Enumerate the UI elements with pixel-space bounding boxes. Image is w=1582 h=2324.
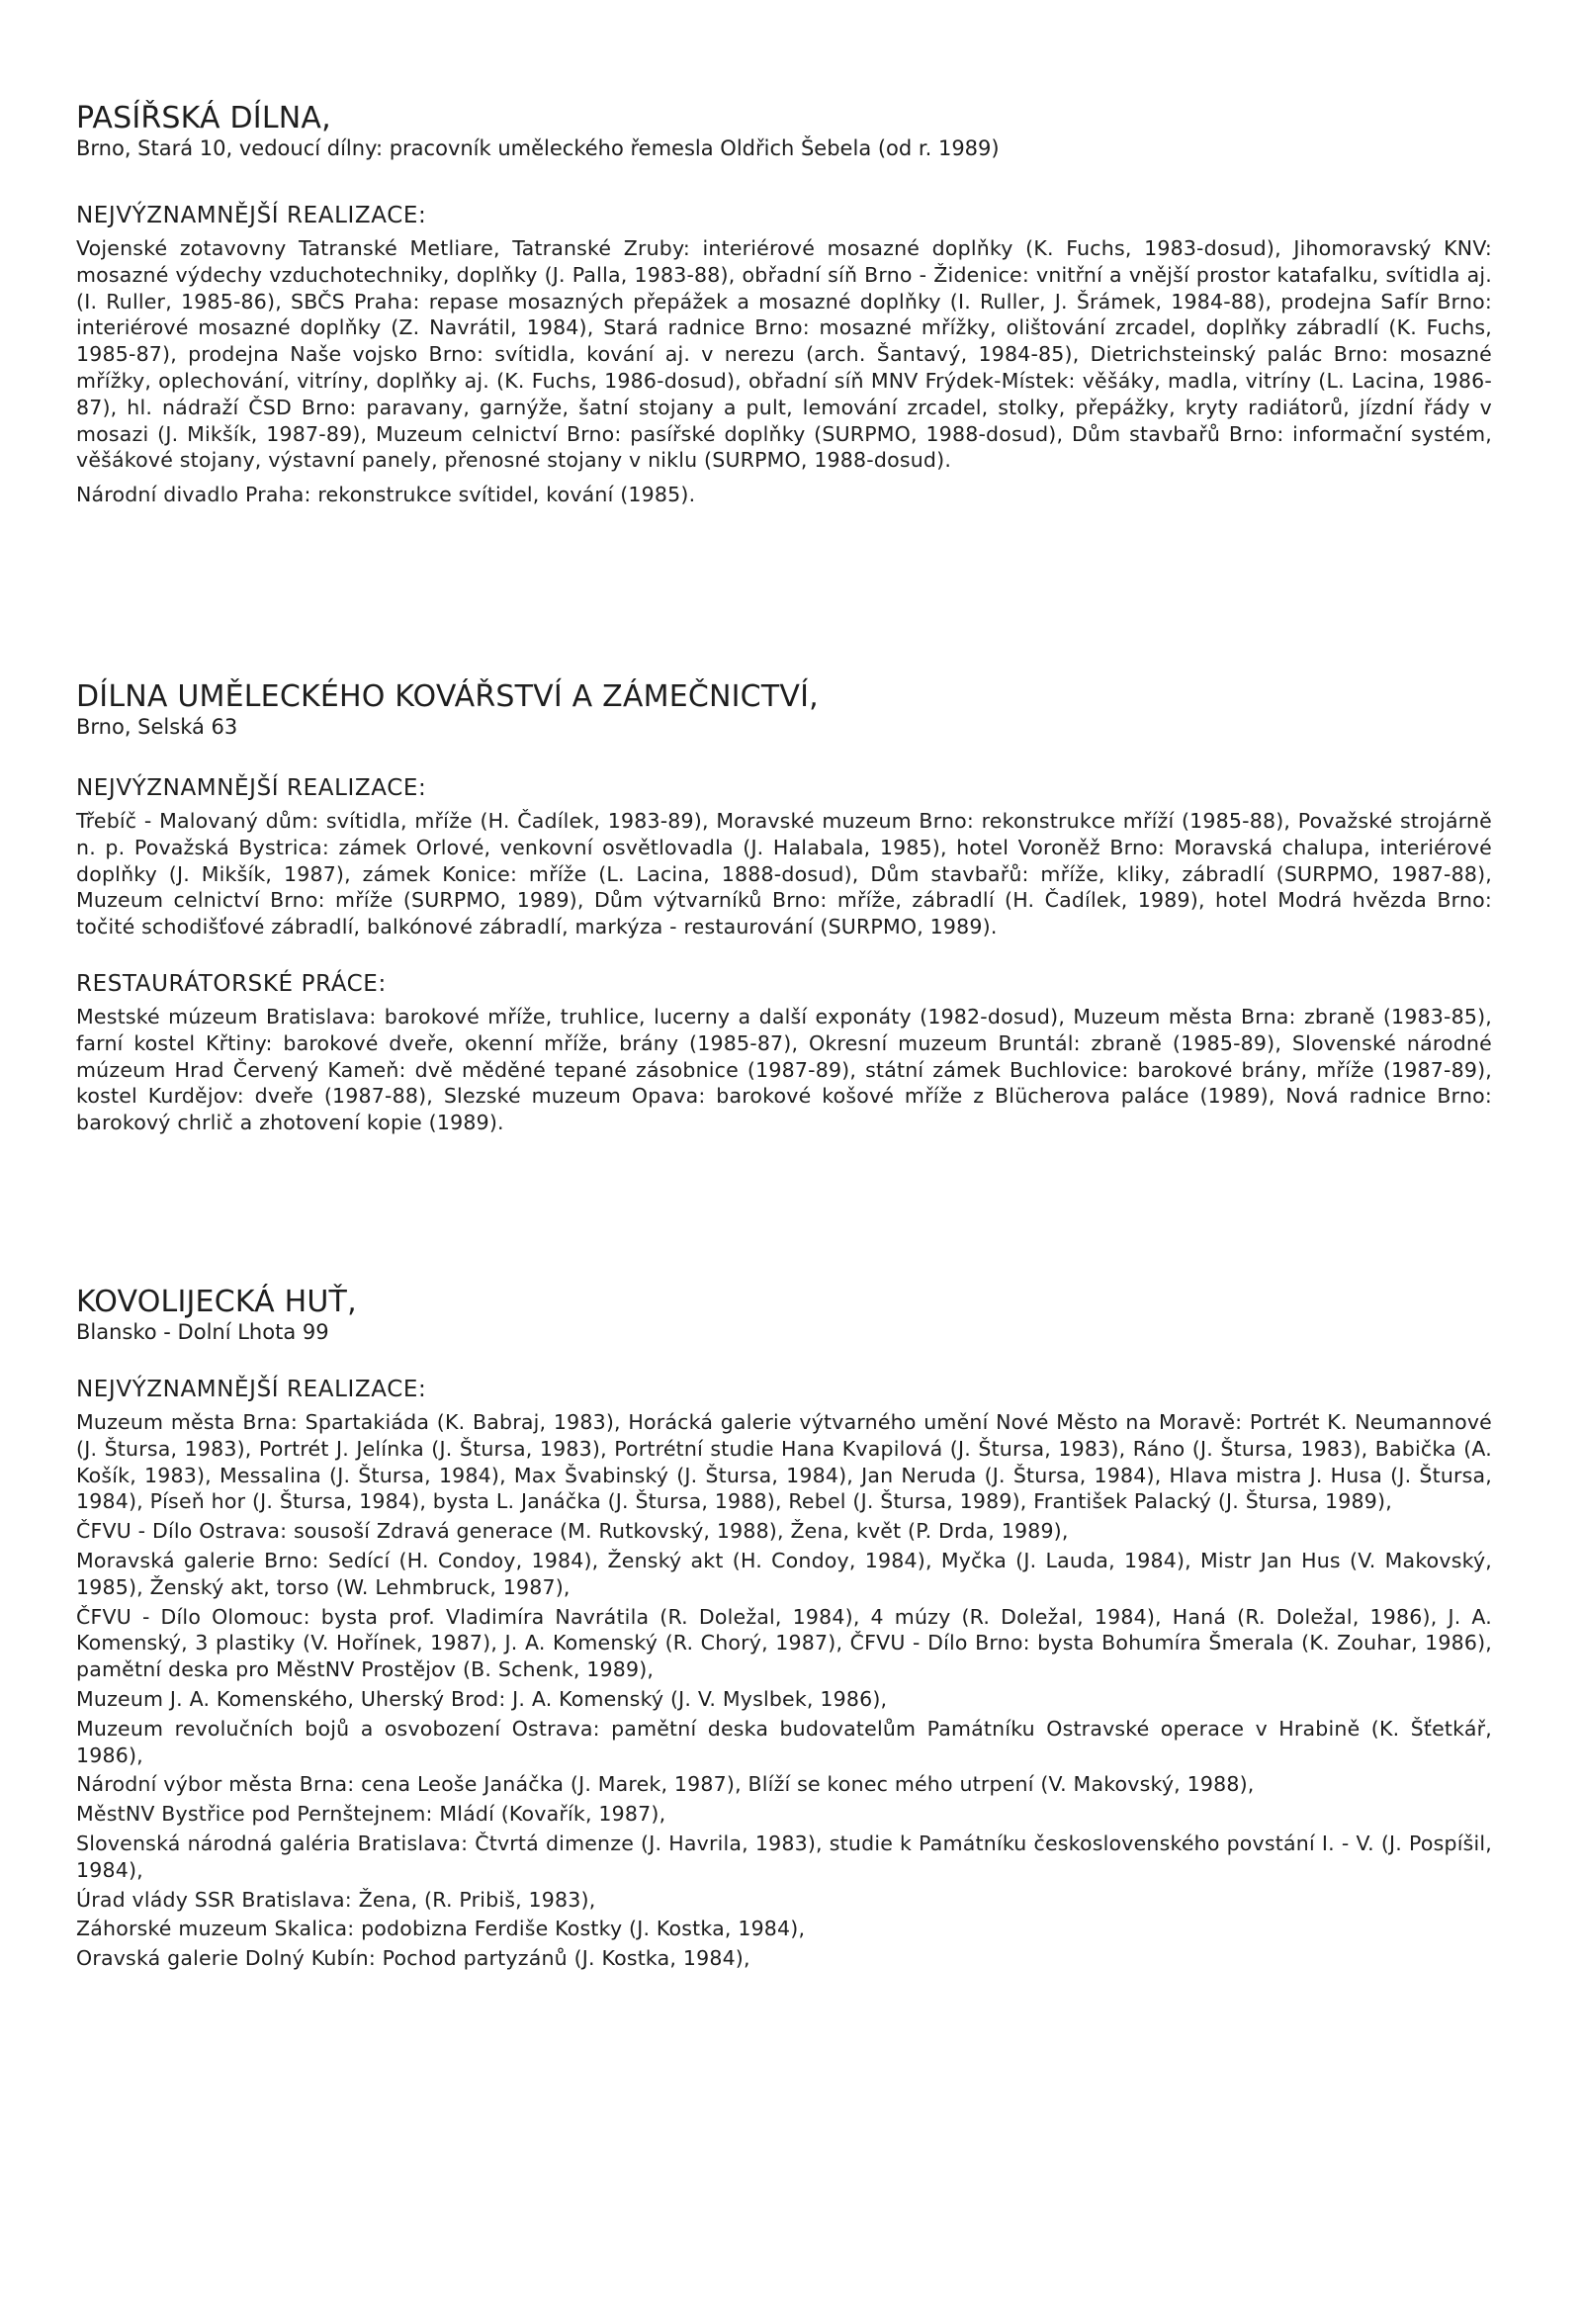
list-item: Úrad vlády SSR Bratislava: Žena, (R. Pribiš, 1983), bbox=[76, 1887, 596, 1912]
restoration-text: Mestské múzeum Bratislava: barokové mříže, truhlice, lucerny a další exponáty (1982-dosud), Muzeum města Brna: zbraně (1983-85), farní kostel Křtiny: barokové dveře, okenní mříže, brány (1985-87), Okresní muzeum Bruntál: zbraně (1985-89), Slovenské národné múzeum Hrad Červený Kameň: dvě měděné tepané zásobnice (1987-89), státní zámek Buchlovice: barokové brány, mříže (1987-89), kostel Kurdějov: dveře (1987-88), Slezské muzeum Opava: barokové košové mříže z Blücherova paláce (1989), Nová radnice Brno: barokový chrlič a zhotovení kopie (1989). bbox=[76, 1004, 1492, 1135]
section-kovolijecka-hut bbox=[76, 1286, 1492, 1975]
section-address: Blansko - Dolní Lhota 99 bbox=[76, 1320, 329, 1344]
list-item: ČFVU - Dílo Ostrava: sousoší Zdravá generace (M. Rutkovský, 1988), Žena, květ (P. Drda, 1989), bbox=[76, 1519, 1069, 1544]
section-title: DÍLNA UMĚLECKÉHO KOVÁŘSTVÍ A ZÁMEČNICTVÍ, bbox=[76, 679, 819, 714]
restoration-label: RESTAURÁTORSKÉ PRÁCE: bbox=[76, 970, 387, 997]
list-item: Muzeum revolučních bojů a osvobození Ostrava: pamětní deska budovatelům Památníku Ostravské operace v Hrabině (K. Šťetkář, 1986), bbox=[76, 1716, 1492, 1767]
section-kovarstvi bbox=[76, 680, 1492, 1136]
realizations-text: Třebíč - Malovaný dům: svítidla, mříže (H. Čadílek, 1983-89), Moravské muzeum Brno: rekonstrukce mříží (1985-88), Považské strojárně n. p. Považská Bystrica: zámek Orlové, venkovní osvětlovadla (J. Halabala, 1985), hotel Voroněž Brno: Moravská chalupa, interiérové doplňky (J. Mikšík, 1987), zámek Konice: mříže (L. Lacina, 1888-dosud), Dům stavbařů: mříže, kliky, zábradlí (SURPMO, 1987-88), Muzeum celnictví Brno: mříže (SURPMO, 1989), Dům výtvarníků Brno: mříže, zábradlí (H. Čadílek, 1989), hotel Modrá hvězda Brno: točité schodišťové zábradlí, balkónové zábradlí, markýza - restaurování (SURPMO, 1989). bbox=[76, 809, 1492, 939]
realizations-list bbox=[76, 1409, 1492, 1972]
list-item: Moravská galerie Brno: Sedící (H. Condoy, 1984), Ženský akt (H. Condoy, 1984), Myčka (J. Lauda, 1984), Mistr Jan Hus (V. Makovský, 1985), Ženský akt, torso (W. Lehmbruck, 1987), bbox=[76, 1548, 1492, 1599]
section-title: KOVOLIJECKÁ HUŤ, bbox=[76, 1285, 357, 1319]
section-label: NEJVÝZNAMNĚJŠÍ REALIZACE: bbox=[76, 775, 427, 801]
realizations-text: Vojenské zotavovny Tatranské Metliare, Tatranské Zruby: interiérové mosazné doplňky (K. Fuchs, 1983-dosud), Jihomoravský KNV: mosazné výdechy vzduchotechniky, doplňky (J. Palla, 1983-88), obřadní síň Brno - Židenice: vnitřní a vnější prostor katafalku, svítidla aj. (I. Ruller, 1985-86), SBČS Praha: repase mosazných přepážek a mosazné doplňky (I. Ruller, J. Šrámek, 1984-88), prodejna Safír Brno: interiérové mosazné doplňky (Z. Navrátil, 1984), Stará radnice Brno: mosazné mřížky, olištování zrcadel, doplňky zábradlí (K. Fuchs, 1985-87), prodejna Naše vojsko Brno: svítidla, kování aj. v nerezu (arch. Šantavý, 1984-85), Dietrichsteinský palác Brno: mosazné mřížky, oplechování, vitríny, doplňky aj. (K. Fuchs, 1986-dosud), obřadní síň MNV Frýdek-Místek: věšáky, madla, vitríny (L. Lacina, 1986-87), hl. nádraží ČSD Brno: paravany, garnýže, šatní stojany a pult, lemování zrcadel, stolky, přepážky, kryty radiátorů, jízdní řády v mosazi (J. Mikšík, 1987-89), Muzeum celnictví Brno: pasířské doplňky (SURPMO, 1988-dosud), Dům stavbařů Brno: informační systém, věšákové stojany, výstavní panely, přenosné stojany v niklu (SURPMO, 1988-dosud). bbox=[76, 236, 1492, 473]
list-item: Slovenská národná galéria Bratislava: Čtvrtá dimenze (J. Havrila, 1983), studie k Památníku československého povstání I. - V. (J. Pospíšil, 1984), bbox=[76, 1831, 1492, 1882]
list-item: Národní výbor města Brna: cena Leoše Janáčka (J. Marek, 1987), Blíží se konec mého utrpení (V. Makovský, 1988), bbox=[76, 1772, 1255, 1797]
section-address: Brno, Selská 63 bbox=[76, 715, 238, 739]
section-label: NEJVÝZNAMNĚJŠÍ REALIZACE: bbox=[76, 203, 427, 228]
list-item: MěstNV Bystřice pod Pernštejnem: Mládí (Kovařík, 1987), bbox=[76, 1802, 666, 1827]
section-pasirska-dilna bbox=[76, 102, 1492, 508]
list-item: Záhorské muzeum Skalica: podobizna Ferdiše Kostky (J. Kostka, 1984), bbox=[76, 1917, 806, 1941]
section-address: Brno, Stará 10, vedoucí dílny: pracovník uměleckého řemesla Oldřich Šebela (od r. 1989) bbox=[76, 136, 1000, 160]
realizations-extra-text: Národní divadlo Praha: rekonstrukce svítidel, kování (1985). bbox=[76, 483, 696, 507]
section-label: NEJVÝZNAMNĚJŠÍ REALIZACE: bbox=[76, 1377, 427, 1402]
list-item: Muzeum města Brna: Spartakiáda (K. Babraj, 1983), Horácká galerie výtvarného umění Nové Město na Moravě: Portrét K. Neumannové (J. Štursa, 1983), Portrét J. Jelínka (J. Štursa, 1983), Portrétní studie Hana Kvapilová (J. Štursa, 1983), Ráno (J. Štursa, 1983), Babička (A. Košík, 1983), Messalina (J. Štursa, 1984), Max Švabinský (J. Štursa, 1984), Jan Neruda (J. Štursa, 1984), Hlava mistra J. Husa (J. Štursa, 1984), Píseň hor (J. Štursa, 1984), bysta L. Janáčka (J. Štursa, 1988), Rebel (J. Štursa, 1989), František Palacký (J. Štursa, 1989), bbox=[76, 1410, 1492, 1514]
list-item: ČFVU - Dílo Olomouc: bysta prof. Vladimíra Navrátila (R. Doležal, 1984), 4 múzy (R. Doležal, 1984), Haná (R. Doležal, 1986), J. A. Komenský, 3 plastiky (V. Hořínek, 1987), J. A. Komenský (R. Chorý, 1987), ČFVU - Dílo Brno: bysta Bohumíra Šmerala (K. Zouhar, 1986), pamětní deska pro MěstNV Prostějov (B. Schenk, 1989), bbox=[76, 1604, 1492, 1682]
list-item: Muzeum J. A. Komenského, Uherský Brod: J. A. Komenský (J. V. Myslbek, 1986), bbox=[76, 1686, 888, 1711]
list-item: Oravská galerie Dolný Kubín: Pochod partyzánů (J. Kostka, 1984), bbox=[76, 1946, 750, 1971]
section-title: PASÍŘSKÁ DÍLNA, bbox=[76, 101, 331, 135]
